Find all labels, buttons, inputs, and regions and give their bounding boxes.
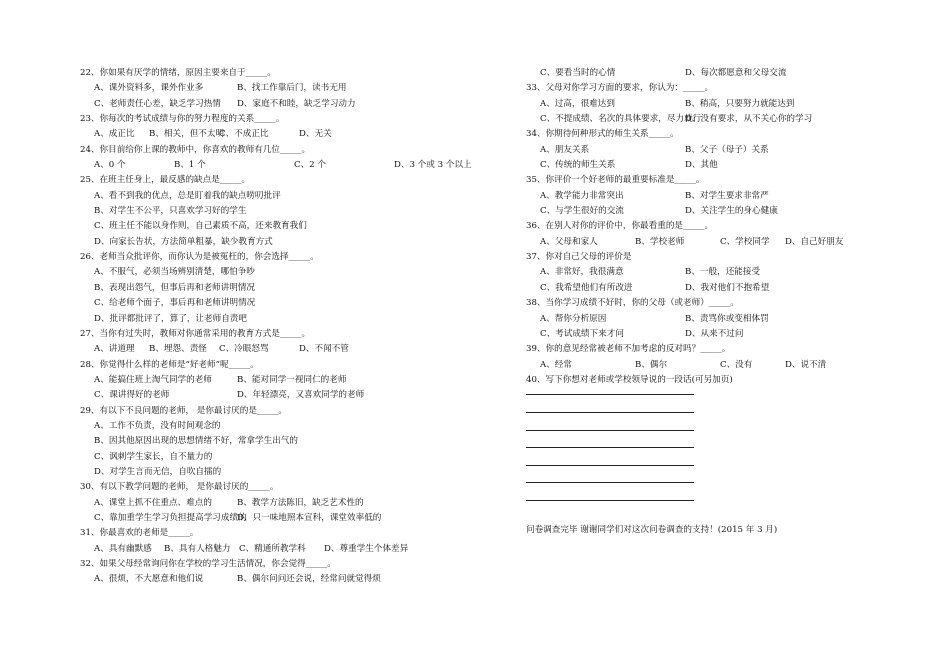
option-item: B、偶尔 (635, 359, 668, 370)
question-text: 29、有以下不良问题的老师， 是你最讨厌的是_____。 (80, 405, 288, 416)
option-item: A、帮你分析原因 (540, 313, 607, 324)
option-item: B、一般，还能接受 (685, 267, 761, 278)
question-text: 40、写下你想对老师或学校领导说的一段话(可另加页) (526, 374, 733, 385)
option-item: C、没有 (720, 359, 753, 370)
option-item: D、对学生言而无信，自吹自擂的 (94, 466, 222, 477)
option-row (526, 143, 921, 158)
question-text: 28、你觉得什么样的老师是“好老师”呢_____。 (80, 359, 259, 370)
option-item: C、老师责任心差，缺乏学习热情 (94, 98, 221, 109)
option-item: C、与学生很好的交流 (540, 206, 624, 217)
question-text: 26、老师当众批评你，而你认为是被冤枉的，你会选择_____。 (80, 252, 319, 263)
option-row (526, 189, 921, 204)
option-item: B、1 个 (174, 160, 206, 171)
option-row (80, 496, 485, 511)
option-item: B、父子（母子）关系 (685, 144, 769, 155)
question-text: 38、当你学习成绩不好时，你的父母（或老师）_____。 (526, 298, 739, 309)
option-item: B、找工作靠后门，读书无用 (237, 83, 347, 94)
option-row (80, 465, 485, 480)
option-item: A、朋友关系 (540, 144, 590, 155)
right-column (526, 66, 921, 535)
option-item: A、看不到我的优点，总是盯着我的缺点唠叨批评 (94, 190, 281, 201)
option-item: C、要看当时的心情 (540, 68, 616, 78)
option-item: D、不闻不管 (299, 344, 349, 355)
option-item: B、因其他原因出现的思想情绪不好，常拿学生出气的 (94, 436, 298, 447)
option-item: B、教学方法陈旧，缺乏艺术性的 (237, 497, 364, 508)
option-row (526, 312, 921, 327)
option-row (526, 327, 921, 342)
option-row (80, 219, 485, 234)
option-item: B、埋怨、责怪 (149, 344, 207, 355)
option-item: D、没有要求，从不关心你的学习 (685, 114, 813, 125)
question-text: 23、你每次的考试成绩与你的努力程度的关系_____。 (80, 114, 285, 125)
option-row (80, 204, 485, 219)
option-item: D、我对他们不抱希望 (685, 282, 770, 293)
option-item: A、教学能力非常突出 (540, 190, 624, 201)
option-item: D、每次都愿意和父母交流 (685, 68, 787, 78)
question-text: 31、你最喜欢的老师是_____。 (80, 528, 199, 539)
option-item: D、只一味地照本宣科，课堂效率低的 (237, 512, 382, 523)
option-item: B、对学生要求非常严 (685, 190, 769, 201)
option-item: B、相关，但不太明 (149, 129, 225, 140)
option-item: B、偶尔问问还会说，经常问就觉得烦 (237, 574, 381, 585)
option-row (80, 542, 485, 557)
answer-line (526, 482, 694, 483)
option-item: B、具有人格魅力 (164, 543, 231, 554)
question-text: 27、当你有过失时，教师对你通常采用的教育方式是_____。 (80, 328, 311, 339)
option-item: D、其他 (685, 160, 718, 171)
option-row (526, 97, 921, 112)
option-item: C、冷眼怒骂 (219, 344, 269, 355)
option-item: B、对学生不公平，只喜欢学习好的学生 (94, 206, 247, 217)
option-item: A、课外资料多，课外作业多 (94, 83, 204, 94)
option-item: A、成正比 (94, 129, 135, 140)
option-item: A、非常好，我很满意 (540, 267, 624, 278)
option-item: A、父母和家人 (540, 236, 598, 247)
option-item: D、无关 (299, 129, 332, 140)
option-item: C、给老师个面子，事后再和老师讲明情况 (94, 298, 256, 309)
option-row (526, 281, 921, 296)
option-row (80, 127, 485, 142)
option-item: D、批评都批评了，算了，让老师自责吧 (94, 313, 247, 324)
option-item: D、自己好朋友 (785, 236, 844, 247)
option-row (80, 81, 485, 96)
option-item: B、学校老师 (635, 236, 685, 247)
option-item: A、0 个 (94, 160, 126, 171)
option-item: B、稍高，只要努力就能达到 (685, 98, 795, 109)
option-item: C、不提成绩、名次的具体要求，尽力就行 (540, 114, 702, 125)
option-item: D、关注学生的身心健康 (685, 206, 778, 217)
option-row (526, 158, 921, 173)
question-text: 22、你如果有厌学的情绪，原因主要来自于_____。 (80, 68, 276, 78)
option-item: D、年轻漂亮，又喜欢同学的老师 (237, 390, 365, 401)
option-row (80, 511, 485, 526)
answer-line (526, 430, 694, 431)
option-item: B、能对同学一视同仁的老师 (237, 374, 347, 385)
option-row (80, 373, 485, 388)
option-item: A、具有幽默感 (94, 543, 152, 554)
option-row (80, 388, 485, 403)
option-row (80, 312, 485, 327)
option-item: B、责骂你或变相体罚 (685, 313, 769, 324)
option-row (80, 97, 485, 112)
option-item: D、3 个或 3 个以上 (394, 160, 472, 171)
option-row (526, 358, 921, 373)
option-item: C、学校同学 (720, 236, 770, 247)
option-item: A、能搞住班上淘气同学的老师 (94, 374, 212, 385)
option-row (526, 66, 921, 81)
option-row (80, 296, 485, 311)
option-row (80, 342, 485, 357)
option-row (80, 265, 485, 280)
option-item: D、尊重学生个体差异 (324, 543, 409, 554)
option-item: A、经常 (540, 359, 572, 370)
option-item: A、讲道理 (94, 344, 135, 355)
option-item: C、班主任不能以身作则，自己素质不高，还来教育我们 (94, 221, 307, 232)
option-item: A、课堂上抓不住重点、难点的 (94, 497, 212, 508)
option-item: C、靠加重学生学习负担提高学习成绩的 (94, 512, 247, 523)
option-item: C、我希望他们有所改进 (540, 282, 633, 293)
option-item: C、精通所教学科 (239, 543, 306, 554)
option-row (526, 112, 921, 127)
option-item: B、表现出怨气，但事后再和老师讲明情况 (94, 282, 256, 293)
question-text: 39、你的意见经常被老师不加考虑的反对吗？_____。 (526, 344, 731, 355)
answer-line (526, 412, 694, 413)
option-item: A、过高，很难达到 (540, 98, 615, 109)
option-row (80, 572, 485, 587)
option-row (80, 450, 485, 465)
option-item: A、很烦，不大愿意和他们说 (94, 574, 204, 585)
answer-line (526, 447, 694, 448)
question-text: 25、在班主任身上，最反感的缺点是_____。 (80, 175, 250, 186)
question-text: 32、如果父母经常询问你在学校的学习生活情况，你会觉得_____。 (80, 559, 336, 569)
option-row (80, 158, 485, 173)
option-item: A、不服气，必须当场辨别清楚，哪怕争吵 (94, 267, 255, 278)
option-item: D、家庭不和睦，缺乏学习动力 (237, 98, 356, 109)
option-item: D、从来不过问 (685, 328, 744, 339)
option-row (526, 235, 921, 250)
closing-note: 问卷调查完毕 谢谢同学们对这次问卷调查的支持！(2015 年 3 月) (526, 525, 778, 535)
answer-line (526, 394, 694, 395)
option-item: A、工作不负责，没有时间观念的 (94, 420, 221, 431)
answer-line (526, 500, 694, 501)
answer-line (526, 465, 694, 466)
option-item: C、不成正比 (219, 129, 269, 140)
left-column (80, 66, 485, 588)
option-row (80, 281, 485, 296)
option-row (526, 265, 921, 280)
option-item: C、传统的师生关系 (540, 160, 616, 171)
question-text: 33、父母对你学习方面的要求，你认为：_____。 (526, 83, 714, 94)
option-item: C、2 个 (294, 160, 326, 171)
option-row (526, 204, 921, 219)
question-text: 30、有以下教学问题的老师， 是你最讨厌的_____。 (80, 482, 279, 493)
option-item: C、课讲得好的老师 (94, 390, 170, 401)
option-item: D、说不清 (785, 359, 827, 370)
question-text: 34、你期待何种形式的师生关系_____。 (526, 129, 679, 140)
option-item: C、讽刺学生家长，自不量力的 (94, 451, 213, 462)
option-row (80, 235, 485, 250)
question-text: 36、在别人对你的评价中，你最看重的是_____。 (526, 221, 714, 232)
question-text: 37、你对自己父母的评价是 (526, 252, 632, 263)
option-item: C、考试成绩下来才问 (540, 328, 624, 339)
option-row (80, 189, 485, 204)
option-item: D、向家长告状，方法简单粗暴，缺少教育方式 (94, 236, 273, 247)
option-row (80, 419, 485, 434)
option-row (80, 434, 485, 449)
question-text: 35、你评价一个好老师的最重要标准是_____。 (526, 175, 705, 186)
question-text: 24、你目前给你上课的教师中，你喜欢的教师有几位_____。 (80, 144, 311, 155)
